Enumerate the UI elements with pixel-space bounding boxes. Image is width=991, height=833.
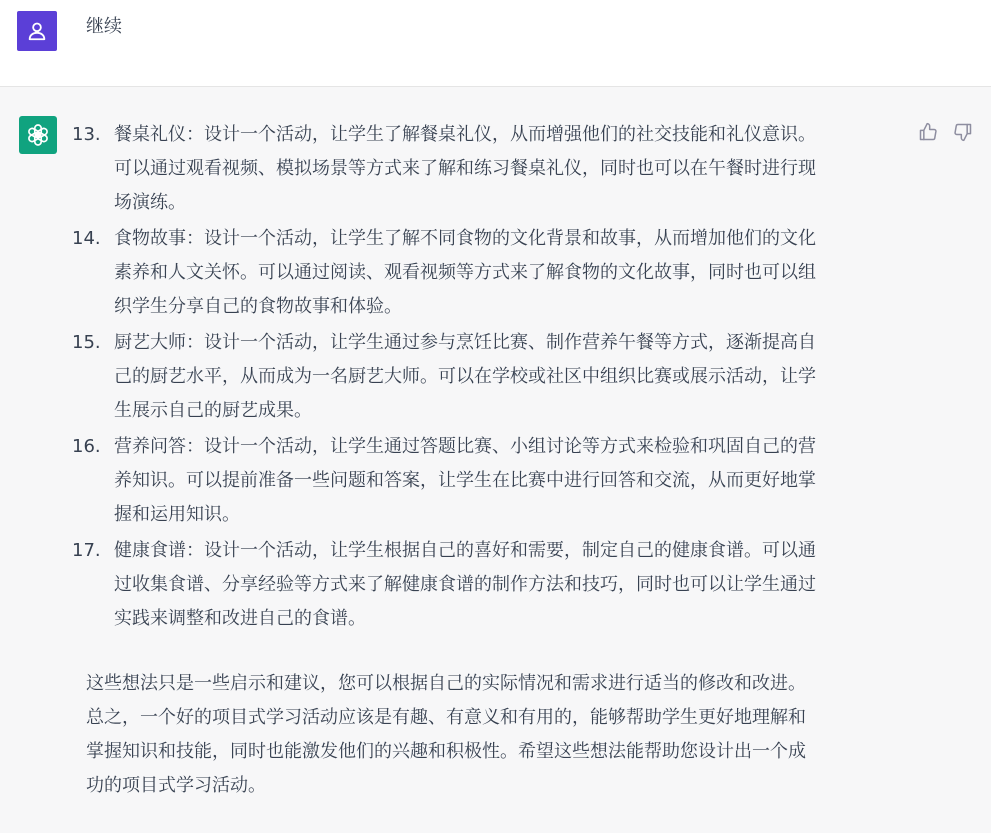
list-item-text: 食物故事：设计一个活动，让学生了解不同食物的文化背景和故事，从而增加他们的文化 素养和人文关怀。可以通过阅读、观看视频等方式来了解食物的文化故事，同时也可以组 织学生分享自己的食物故事和体验。 bbox=[114, 228, 816, 317]
list-item bbox=[0, 534, 991, 636]
list-item-number: 15. bbox=[72, 332, 101, 353]
list-item bbox=[0, 222, 991, 324]
list-item-number: 16. bbox=[72, 436, 101, 457]
list-item bbox=[0, 430, 991, 532]
user-message-row bbox=[0, 0, 991, 87]
list-item-text: 餐桌礼仪：设计一个活动，让学生了解餐桌礼仪，从而增强他们的社交技能和礼仪意识。 可以通过观看视频、模拟场景等方式来了解和练习餐桌礼仪，同时也可以在午餐时进行现 场演练。 bbox=[114, 124, 816, 213]
list-item-text: 营养问答：设计一个活动，让学生通过答题比赛、小组讨论等方式来检验和巩固自己的营 养知识。可以提前准备一些问题和答案，让学生在比赛中进行回答和交流，从而更好地掌 握和运用知识。 bbox=[114, 436, 816, 525]
list-item-number: 13. bbox=[72, 124, 101, 145]
list-item-text: 厨艺大师：设计一个活动，让学生通过参与烹饪比赛、制作营养午餐等方式，逐渐提高自 己的厨艺水平，从而成为一名厨艺大师。可以在学校或社区中组织比赛或展示活动，让学 生展示自己的厨艺成果。 bbox=[114, 332, 816, 421]
user-message-text: 继续 bbox=[86, 16, 122, 37]
user-icon bbox=[26, 20, 48, 42]
list-item bbox=[0, 326, 991, 428]
suggestion-list bbox=[0, 118, 991, 638]
closing-paragraph: 这些想法只是一些启示和建议，您可以根据自己的实际情况和需求进行适当的修改和改进。 总之，一个好的项目式学习活动应该是有趣、有意义和有用的，能够帮助学生更好地理解和 掌握知识和技能，同时也能激发他们的兴趣和积极性。希望这些想法能帮助您设计出一个成 功的项目式学习活动。 bbox=[86, 673, 806, 796]
assistant-message-row bbox=[0, 87, 991, 833]
list-item-text: 健康食谱：设计一个活动，让学生根据自己的喜好和需要，制定自己的健康食谱。可以通 过收集食谱、分享经验等方式来了解健康食谱的制作方法和技巧，同时也可以让学生通过 实践来调整和改进自己的食谱。 bbox=[114, 540, 816, 629]
user-avatar bbox=[17, 11, 57, 51]
list-item-number: 14. bbox=[72, 228, 101, 249]
list-item bbox=[0, 118, 991, 220]
list-item-number: 17. bbox=[72, 540, 101, 561]
